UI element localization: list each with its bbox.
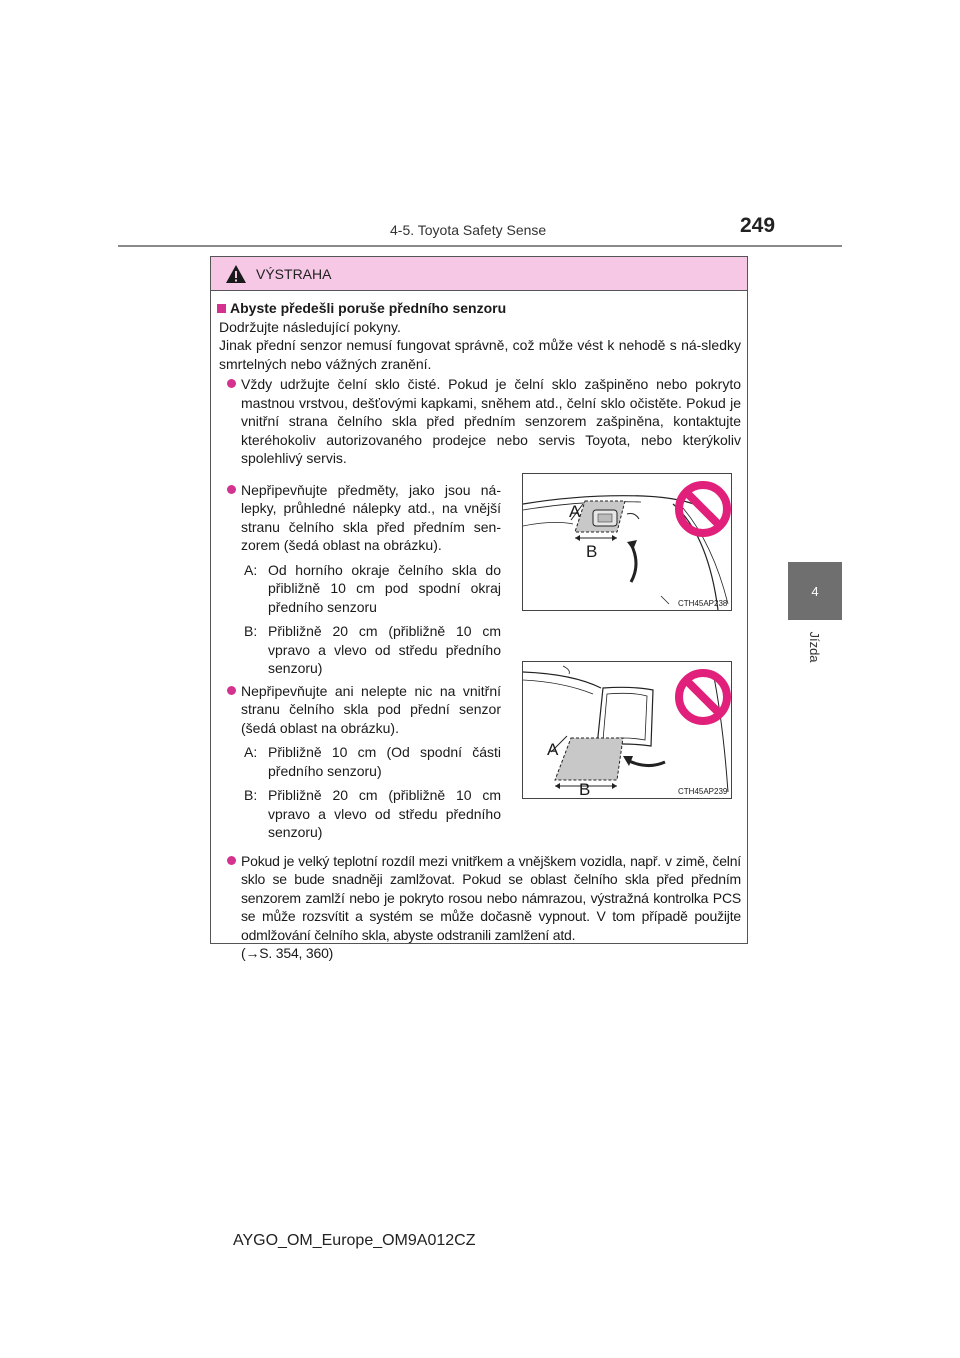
bullet-inner-sticker-block (217, 682, 501, 842)
prohibition-icon (674, 480, 732, 538)
figure-label-b: B (579, 780, 591, 799)
warning-triangle-icon (225, 264, 247, 284)
bullet-4-text: Pokud je velký teplotní rozdíl mezi vnitřkem a vnějškem vozidla, např. v zimě, čelní sklo se bude snadněji zamlžovat. Pokud se oblast čelního skla před předním senzorem zamlží nebo je pokryto rosou nebo námrazou, výstražná kontrolka PCS se může rozsvítit a systém se může dočasně vypnout. V tom případě použijte odmlžování čelního skla, abyste odstranili zamlžení atd. (241, 852, 741, 943)
bullet-2-text: Nepřipevňujte předměty, jako jsou ná-lepky, průhledné nálepky atd., na vnější stranu čelního skla před předním sen-zorem (šedá oblast na obrázku). (241, 481, 501, 553)
definition-a (217, 561, 501, 617)
figure-label-b: B (586, 542, 598, 561)
chapter-number: 4 (811, 583, 819, 599)
header-divider (118, 245, 842, 247)
figure-label-a: A (569, 502, 581, 521)
figure-inner-windshield (522, 661, 732, 799)
bullet-clean-windshield (217, 375, 741, 468)
header-section-title: 4-5. Toyota Safety Sense (390, 222, 547, 238)
bullet-1-text: Vždy udržujte čelní sklo čisté. Pokud je čelní sklo zašpiněno nebo pokryto mastnou vrstvou, dešťovými kapkami, sněhem atd., čelní sklo očistěte. Pokud je vnitřní strana čelního skla před předním senzorem zašpiněna, kontaktujte kteréhokoliv autorizovaného prodejce nebo servis Toyota, nebo kterýkoliv spolehlivý servis. (241, 376, 741, 466)
definition-key: A: (244, 744, 258, 760)
definition-key: B: (244, 623, 258, 639)
section-title (217, 299, 741, 318)
figure-code: CTH45AP239 (678, 787, 728, 796)
chapter-label: Jízda (807, 631, 823, 663)
definition-key: B: (244, 787, 258, 803)
definition-text: Přibližně 10 cm (Od spodní části předního senzoru) (268, 744, 501, 779)
figure-code: CTH45AP238 (678, 599, 728, 608)
bullet-inner-sticker (217, 682, 501, 738)
prohibition-icon (674, 668, 732, 726)
definition-text: Přibližně 20 cm (přibližně 10 cm vpravo a vlevo od středu předního senzoru) (268, 623, 501, 676)
figure-outer-windshield (522, 473, 732, 611)
warning-body (211, 291, 747, 963)
square-bullet-icon (217, 304, 226, 313)
definition-text: Přibližně 20 cm (přibližně 10 cm vpravo a vlevo od středu předního senzoru) (268, 787, 501, 840)
warning-title: VÝSTRAHA (256, 265, 332, 282)
bullet-fogging (217, 852, 741, 963)
definition-text: Od horního okraje čelního skla do přibližně 10 cm pod spodní okraj předního senzoru (268, 561, 501, 615)
intro-line-1: Dodržujte následující pokyny. (219, 318, 401, 335)
document-code: AYGO_OM_Europe_OM9A012CZ (233, 1232, 476, 1249)
page-reference: (→S. 354, 360) (241, 945, 334, 961)
bullet-3-text: Nepřipevňujte ani nelepte nic na vnitřní stranu čelního skla pod přední senzor (šedá oblast na obrázku). (241, 682, 501, 736)
definition-a (217, 743, 501, 780)
round-bullet-icon (227, 856, 236, 865)
round-bullet-icon (227, 686, 236, 695)
definition-b (217, 622, 501, 678)
section-title-text: Abyste předešli poruše předního senzoru (230, 300, 507, 316)
bullet-outer-sticker (217, 481, 501, 555)
round-bullet-icon (227, 379, 236, 388)
definition-key: A: (244, 561, 258, 578)
definition-b (217, 786, 501, 842)
figure-label-a: A (547, 740, 559, 759)
page-number: 249 (740, 214, 776, 237)
intro-line-2: Jinak přední senzor nemusí fungovat správně, což může vést k nehodě s ná-sledky smrtelných nebo vážných zranění. (219, 337, 741, 372)
round-bullet-icon (227, 485, 236, 494)
bullet-outer-sticker-block (217, 481, 501, 678)
warning-header (211, 257, 747, 291)
